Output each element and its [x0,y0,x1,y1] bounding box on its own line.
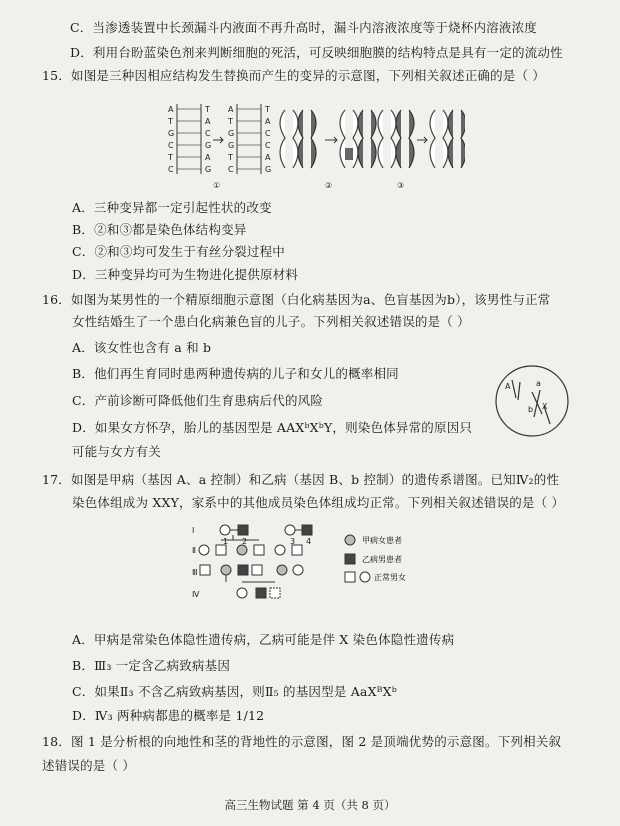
q18-stem-line1: 18．图 1 是分析根的向地性和茎的背地性的示意图，图 2 是顶端优势的示意图。下列相关叙 [42,734,562,749]
svg-text:C: C [205,129,211,138]
svg-text:4: 4 [306,537,312,546]
svg-text:C: C [228,165,234,174]
q16-option-d: D．如果女方怀孕，胎儿的基因型是 AAXᵇXᵇY，则染色体异常的原因只 [72,420,473,435]
dna-ladder-left [167,104,211,174]
svg-text:T: T [205,105,210,114]
dna-ladder-right [227,104,271,174]
sperm-cell-diagram [492,362,572,440]
svg-text:G: G [205,165,212,174]
svg-text:G: G [228,129,235,138]
svg-text:A: A [265,117,271,126]
svg-text:T: T [265,105,270,114]
q15-figure [165,100,465,192]
page-footer: 高三生物试题 第 4 页（共 8 页） [224,798,396,812]
q17-option-c: C．如果Ⅱ₃ 不含乙病致病基因，则Ⅱ₅ 的基因型是 AaXᴮXᵇ [72,684,397,699]
svg-text:G: G [228,141,235,150]
cell-label-A: A [505,382,511,391]
svg-text:G: G [168,129,175,138]
q15-stem: 15．如图是三种因相应结构发生替换而产生的变异的示意图，下列相关叙述正确的是（ ） [42,68,546,83]
svg-text:2: 2 [242,537,248,546]
q15-option-c: C．②和③均可发生于有丝分裂过程中 [72,244,285,259]
svg-text:A: A [168,105,174,114]
q16-option-b: B．他们再生育同时患两种遗传病的儿子和女儿的概率相同 [72,366,399,381]
gen-label-2: Ⅱ [192,546,196,555]
q16-stem-line2: 女性结婚生了一个患白化病兼色盲的儿子。下列相关叙述错误的是（ ） [72,314,470,329]
gen-label-4: Ⅳ [192,590,200,599]
q17-stem-line1: 17．如图是甲病（基因 A、a 控制）和乙病（基因 B、b 控制）的遗传系谱图。已知Ⅳ₂的性 [42,472,560,487]
q16-option-c: C．产前诊断可降低他们生育患病后代的风险 [72,393,324,408]
svg-text:A: A [205,117,211,126]
option-c-prev: C．当渗透装置中长颈漏斗内液面不再升高时，漏斗内溶液浓度等于烧杯内溶液浓度 [70,20,537,35]
q15-option-b: B．②和③都是染色体结构变异 [72,222,247,237]
q16-option-a: A．该女性也含有 a 和 b [72,340,212,355]
cell-label-a: a [536,379,541,388]
svg-text:3: 3 [290,537,296,546]
svg-text:T: T [228,153,233,162]
svg-text:A: A [265,153,271,162]
svg-text:C: C [168,165,174,174]
svg-text:C: C [265,129,271,138]
chromosomes-fig-2 [280,110,376,168]
gen-label-3: Ⅲ [192,568,198,577]
svg-text:T: T [168,117,173,126]
pedigree-chart [190,520,450,612]
q18-stem-line2: 述错误的是（ ） [42,758,136,773]
cell-label-X: X [542,402,548,411]
svg-text:G: G [205,141,212,150]
figure-label-2: ② [325,181,333,190]
svg-text:A: A [228,105,234,114]
legend-normal: 正常男女 [374,573,406,582]
q17-stem-line2: 染色体组成为 XXY，家系中的其他成员染色体组成均正常。下列相关叙述错误的是（ ） [72,495,565,510]
svg-text:C: C [265,141,271,150]
q15-option-a: A．三种变异都一定引起性状的改变 [72,200,272,215]
svg-text:A: A [205,153,211,162]
q17-option-b: B．Ⅲ₃ 一定含乙病致病基因 [72,658,231,673]
figure-label-1: ① [213,181,221,190]
chromosomes-fig-3 [378,110,465,168]
legend-yi-male: 乙病男患者 [362,555,402,564]
q16-stem-line1: 16．如图为某男性的一个精原细胞示意图（白化病基因为a、色盲基因为b），该男性与正常 [42,292,551,307]
option-d-prev: D．利用台盼蓝染色剂来判断细胞的死活，可反映细胞膜的结构特点是具有一定的流动性 [70,45,563,60]
q17-option-a: A．甲病是常染色体隐性遗传病，乙病可能是伴 X 染色体隐性遗传病 [72,632,455,647]
svg-text:T: T [168,153,173,162]
svg-text:T: T [228,117,233,126]
q16-option-d-cont: 可能与女方有关 [72,444,161,459]
cell-label-b: b [528,405,534,414]
figure-label-3: ③ [397,181,405,190]
svg-text:G: G [265,165,272,174]
q15-option-d: D．三种变异均可为生物进化提供原材料 [72,267,299,282]
q17-option-d: D．Ⅳ₃ 两种病都患的概率是 1/12 [72,708,265,723]
svg-text:1: 1 [223,537,229,546]
gen-label-1: Ⅰ [192,526,195,535]
svg-text:C: C [168,141,174,150]
legend-jia-female: 甲病女患者 [362,536,402,545]
